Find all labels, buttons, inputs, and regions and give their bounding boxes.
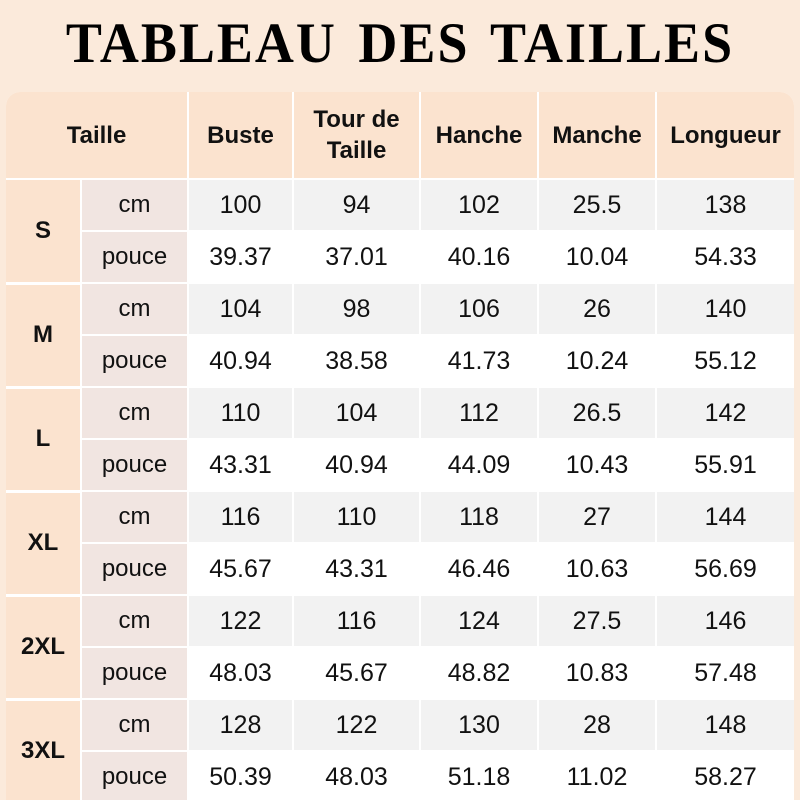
- measurement-cell: 39.37: [188, 231, 293, 283]
- unit-label: pouce: [81, 751, 188, 800]
- measurement-cell: 45.67: [188, 543, 293, 595]
- measurement-cell: 10.83: [538, 647, 656, 699]
- measurement-cell: 51.18: [420, 751, 538, 800]
- header-size: Taille: [6, 92, 188, 179]
- table-row: [6, 595, 794, 647]
- measurement-cell: 26: [538, 283, 656, 335]
- header-tour-line1: Tour de: [313, 106, 400, 133]
- measurement-cell: 48.82: [420, 647, 538, 699]
- size-chart-table: [6, 92, 794, 800]
- measurement-cell: 116: [188, 491, 293, 543]
- measurement-cell: 27.5: [538, 595, 656, 647]
- table-row: [6, 647, 794, 699]
- measurement-cell: 110: [188, 387, 293, 439]
- unit-label: pouce: [81, 647, 188, 699]
- header-longueur: Longueur: [656, 92, 794, 179]
- table-row: [6, 699, 794, 751]
- size-label: M: [6, 283, 81, 387]
- measurement-cell: 124: [420, 595, 538, 647]
- measurement-cell: 27: [538, 491, 656, 543]
- measurement-cell: 128: [188, 699, 293, 751]
- size-label: 2XL: [6, 595, 81, 699]
- measurement-cell: 50.39: [188, 751, 293, 800]
- measurement-cell: 43.31: [293, 543, 420, 595]
- measurement-cell: 10.04: [538, 231, 656, 283]
- measurement-cell: 10.43: [538, 439, 656, 491]
- measurement-cell: 28: [538, 699, 656, 751]
- measurement-cell: 58.27: [656, 751, 794, 800]
- measurement-cell: 138: [656, 179, 794, 231]
- measurement-cell: 98: [293, 283, 420, 335]
- measurement-cell: 44.09: [420, 439, 538, 491]
- measurement-cell: 25.5: [538, 179, 656, 231]
- table-row: [6, 335, 794, 387]
- measurement-cell: 55.12: [656, 335, 794, 387]
- unit-label: pouce: [81, 231, 188, 283]
- measurement-cell: 45.67: [293, 647, 420, 699]
- measurement-cell: 55.91: [656, 439, 794, 491]
- unit-label: cm: [81, 595, 188, 647]
- unit-label: pouce: [81, 439, 188, 491]
- table-row: [6, 231, 794, 283]
- measurement-cell: 10.63: [538, 543, 656, 595]
- size-chart-panel: [6, 92, 794, 800]
- measurement-cell: 142: [656, 387, 794, 439]
- table-row: [6, 491, 794, 543]
- measurement-cell: 56.69: [656, 543, 794, 595]
- size-label: 3XL: [6, 699, 81, 800]
- measurement-cell: 10.24: [538, 335, 656, 387]
- measurement-cell: 140: [656, 283, 794, 335]
- page-title: TABLEAU DES TAILLES: [65, 11, 735, 75]
- unit-label: cm: [81, 699, 188, 751]
- unit-label: pouce: [81, 543, 188, 595]
- measurement-cell: 100: [188, 179, 293, 231]
- table-row: [6, 439, 794, 491]
- measurement-cell: 112: [420, 387, 538, 439]
- header-buste: Buste: [188, 92, 293, 179]
- measurement-cell: 11.02: [538, 751, 656, 800]
- measurement-cell: 46.46: [420, 543, 538, 595]
- measurement-cell: 104: [188, 283, 293, 335]
- unit-label: pouce: [81, 335, 188, 387]
- measurement-cell: 148: [656, 699, 794, 751]
- size-label: L: [6, 387, 81, 491]
- measurement-cell: 146: [656, 595, 794, 647]
- measurement-cell: 106: [420, 283, 538, 335]
- measurement-cell: 38.58: [293, 335, 420, 387]
- size-label: XL: [6, 491, 81, 595]
- measurement-cell: 144: [656, 491, 794, 543]
- measurement-cell: 54.33: [656, 231, 794, 283]
- header-tour-line2: Taille: [326, 137, 387, 164]
- header-hanche: Hanche: [420, 92, 538, 179]
- table-body: [6, 179, 794, 800]
- table-row: [6, 751, 794, 800]
- unit-label: cm: [81, 387, 188, 439]
- table-row: [6, 387, 794, 439]
- measurement-cell: 43.31: [188, 439, 293, 491]
- table-row: [6, 543, 794, 595]
- measurement-cell: 122: [188, 595, 293, 647]
- measurement-cell: 26.5: [538, 387, 656, 439]
- measurement-cell: 104: [293, 387, 420, 439]
- header-manche: Manche: [538, 92, 656, 179]
- measurement-cell: 41.73: [420, 335, 538, 387]
- measurement-cell: 116: [293, 595, 420, 647]
- measurement-cell: 122: [293, 699, 420, 751]
- unit-label: cm: [81, 283, 188, 335]
- measurement-cell: 57.48: [656, 647, 794, 699]
- measurement-cell: 48.03: [188, 647, 293, 699]
- measurement-cell: 94: [293, 179, 420, 231]
- table-row: [6, 179, 794, 231]
- header-tour-de-taille: [293, 92, 420, 179]
- measurement-cell: 37.01: [293, 231, 420, 283]
- measurement-cell: 40.94: [188, 335, 293, 387]
- measurement-cell: 48.03: [293, 751, 420, 800]
- measurement-cell: 110: [293, 491, 420, 543]
- measurement-cell: 40.94: [293, 439, 420, 491]
- header-row: [6, 92, 794, 179]
- measurement-cell: 102: [420, 179, 538, 231]
- unit-label: cm: [81, 179, 188, 231]
- table-row: [6, 283, 794, 335]
- measurement-cell: 118: [420, 491, 538, 543]
- measurement-cell: 130: [420, 699, 538, 751]
- measurement-cell: 40.16: [420, 231, 538, 283]
- size-label: S: [6, 179, 81, 283]
- unit-label: cm: [81, 491, 188, 543]
